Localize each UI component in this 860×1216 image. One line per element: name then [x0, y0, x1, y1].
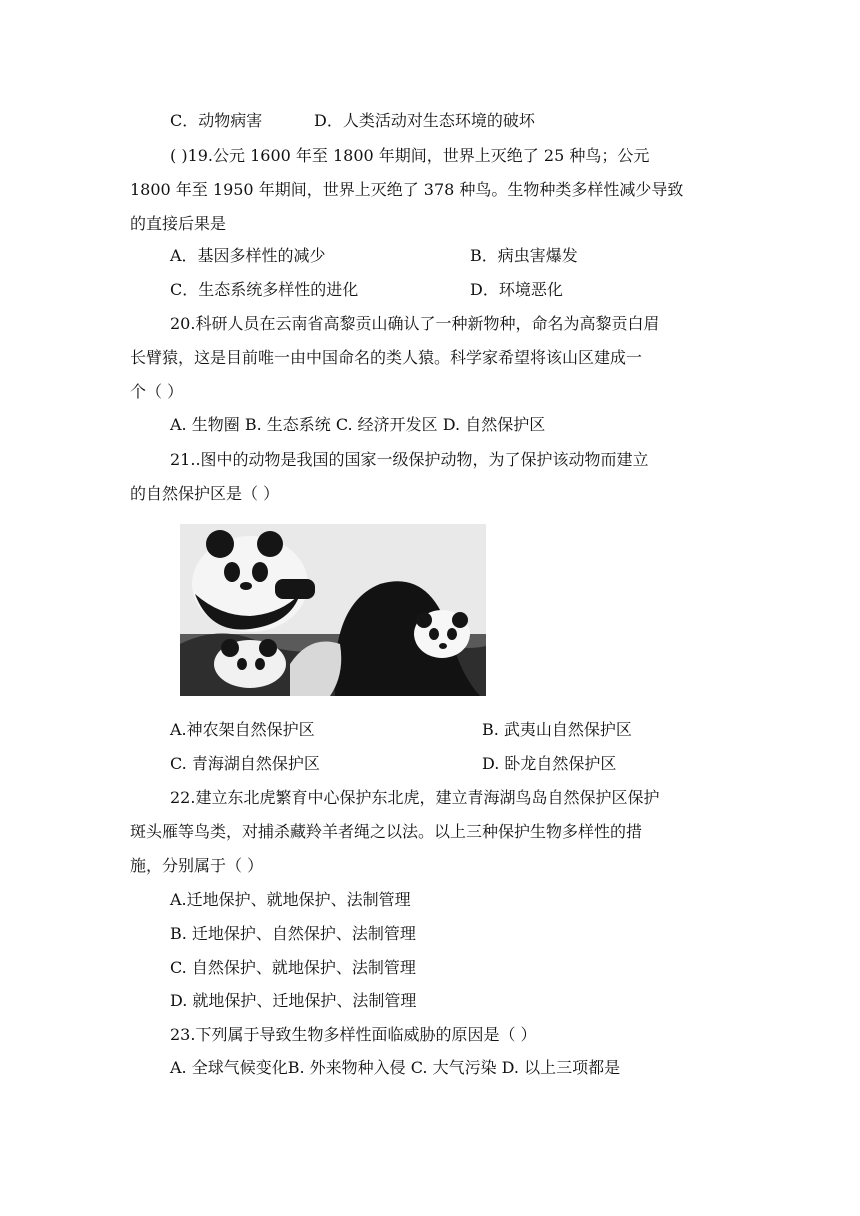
q18-option-d: D．人类活动对生态环境的破坏 — [314, 111, 535, 130]
q22-stem-line-2: 斑头雁等鸟类，对捕杀藏羚羊者绳之以法。以上三种保护生物多样性的措 — [130, 822, 643, 841]
q21-option-d: D. 卧龙自然保护区 — [482, 754, 617, 773]
q19-option-d: D．环境恶化 — [470, 280, 563, 299]
q21-stem-line-2: 的自然保护区是（ ） — [130, 484, 280, 503]
q21-option-c: C. 青海湖自然保护区 — [170, 754, 320, 773]
q22-stem-line-3: 施，分别属于（ ） — [130, 856, 264, 875]
q21-option-a: A.神农架自然保护区 — [170, 720, 315, 739]
q20-options: A. 生物圈 B. 生态系统 C. 经济开发区 D. 自然保护区 — [170, 415, 546, 434]
q23-stem: 23.下列属于导致生物多样性面临威胁的原因是（ ） — [170, 1025, 537, 1044]
q19-option-a: A．基因多样性的减少 — [170, 246, 326, 265]
q20-stem-line-3: 个（ ） — [130, 382, 184, 401]
q19-option-b: B．病虫害爆发 — [470, 246, 578, 265]
q19-stem-line-3: 的直接后果是 — [130, 214, 227, 233]
panda-photo — [180, 524, 486, 696]
panda-image-icon — [180, 524, 486, 696]
q21-stem-line-1: 21..图中的动物是我国的国家一级保护动物，为了保护该动物而建立 — [170, 450, 649, 469]
q20-stem-line-2: 长臂猿，这是目前唯一由中国命名的类人猿。科学家希望将该山区建成一 — [130, 348, 643, 367]
q22-option-c: C. 自然保护、就地保护、法制管理 — [170, 958, 416, 977]
q19-stem-line-2: 1800 年至 1950 年期间，世界上灭绝了 378 种鸟。生物种类多样性减少导致 — [130, 180, 684, 199]
q23-options: A. 全球气候变化B. 外来物种入侵 C. 大气污染 D. 以上三项都是 — [170, 1058, 621, 1077]
q18-option-c: C．动物病害 — [170, 111, 263, 130]
q22-option-a: A.迁地保护、就地保护、法制管理 — [170, 890, 411, 909]
q19-option-c: C．生态系统多样性的进化 — [170, 280, 359, 299]
q22-stem-line-1: 22.建立东北虎繁育中心保护东北虎，建立青海湖鸟岛自然保护区保护 — [170, 788, 660, 807]
q22-option-d: D. 就地保护、迁地保护、法制管理 — [170, 991, 417, 1010]
q22-option-b: B. 迁地保护、自然保护、法制管理 — [170, 924, 416, 943]
q20-stem-line-1: 20.科研人员在云南省高黎贡山确认了一种新物种，命名为高黎贡白眉 — [170, 314, 660, 333]
q19-stem-line-1: ( )19.公元 1600 年至 1800 年期间，世界上灭绝了 25 种鸟；公元 — [170, 146, 650, 165]
q21-option-b: B. 武夷山自然保护区 — [482, 720, 632, 739]
